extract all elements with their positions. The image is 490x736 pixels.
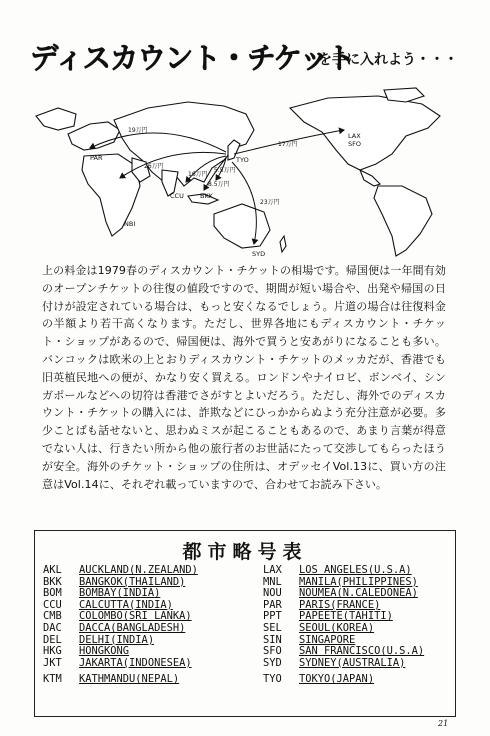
fare-label-par: 19万円 bbox=[128, 127, 148, 134]
list-item bbox=[263, 646, 453, 658]
list-item bbox=[263, 623, 453, 635]
city-name: JAKARTA(INDONESEA) bbox=[79, 656, 192, 669]
city-label-bkk: BKK bbox=[200, 192, 213, 200]
city-code: CMB bbox=[43, 610, 62, 623]
fare-label-syd: 23万円 bbox=[260, 199, 280, 206]
list-item bbox=[263, 658, 453, 670]
list-item bbox=[263, 674, 453, 686]
city-name: LOS ANGELES(U.S.A) bbox=[299, 564, 412, 576]
world-map-illustration bbox=[28, 86, 460, 260]
city-name: SYDNEY(AUSTRALIA) bbox=[299, 656, 406, 669]
continents bbox=[36, 88, 440, 256]
city-code: HKG bbox=[43, 645, 62, 658]
city-name: HONGKONG bbox=[79, 645, 130, 658]
city-label-nbi: NBI bbox=[124, 220, 136, 228]
list-item bbox=[43, 565, 248, 577]
city-abbreviation-table bbox=[34, 530, 456, 717]
city-label-par: PAR bbox=[90, 154, 103, 162]
city-code: BOM bbox=[43, 587, 62, 600]
title-subtitle: を手に入れよう・・・ bbox=[318, 52, 458, 68]
city-code: SYD bbox=[263, 656, 282, 669]
city-name: AUCKLAND(N.ZEALAND) bbox=[79, 564, 198, 576]
city-code: DEL bbox=[43, 633, 62, 646]
list-item bbox=[43, 635, 248, 647]
city-name: TOKYO(JAPAN) bbox=[299, 673, 375, 686]
city-code: PPT bbox=[263, 610, 282, 623]
fare-label-hkg: 5.5万円 bbox=[214, 167, 236, 174]
city-name: MANILA(PHILIPPINES) bbox=[299, 575, 418, 588]
abbreviation-list-left bbox=[43, 565, 248, 686]
city-code: CCU bbox=[43, 598, 62, 611]
city-name: DELHI(INDIA) bbox=[79, 633, 155, 646]
city-code: SIN bbox=[263, 633, 282, 646]
city-code: KTM bbox=[43, 673, 62, 686]
page-number: 21 bbox=[438, 719, 449, 728]
city-code: AKL bbox=[43, 564, 62, 576]
city-label-ccu: CCU bbox=[170, 192, 184, 200]
city-code: PAR bbox=[263, 598, 282, 611]
city-label-syd: SYD bbox=[252, 250, 266, 258]
city-name: SINGAPORE bbox=[299, 633, 356, 646]
page-title bbox=[30, 36, 458, 80]
list-item bbox=[43, 674, 248, 686]
abbreviation-table-title: 都市略号表 bbox=[182, 541, 308, 563]
city-label-tyo: TYO bbox=[236, 156, 249, 164]
city-name: KATHMANDU(NEPAL) bbox=[79, 673, 180, 686]
world-fare-map bbox=[28, 86, 460, 260]
city-code: LAX bbox=[263, 564, 282, 576]
fare-label-lax: 17万円 bbox=[278, 141, 298, 148]
list-item bbox=[43, 646, 248, 658]
city-name: PAPEETE(TAHITI) bbox=[299, 610, 393, 623]
city-code: DAC bbox=[43, 621, 62, 634]
city-code: NOU bbox=[263, 587, 282, 600]
city-name: SAN FRANCISCO(U.S.A) bbox=[299, 645, 425, 658]
fare-label-nbi: 26万円 bbox=[144, 163, 164, 170]
city-name: BANGKOK(THAILAND) bbox=[79, 575, 186, 588]
city-code: SFO bbox=[263, 645, 282, 658]
list-item bbox=[43, 623, 248, 635]
city-name: BOMBAY(INDIA) bbox=[79, 587, 161, 600]
fare-label-ccu: 16万円 bbox=[188, 171, 208, 178]
title-main: ディスカウント・チケット bbox=[30, 41, 355, 75]
city-name: NOUMEA(N.CALEDONEA) bbox=[299, 587, 418, 600]
city-code: BKK bbox=[43, 575, 62, 588]
city-code: JKT bbox=[43, 656, 62, 669]
abbreviation-list-right bbox=[263, 565, 453, 686]
city-name: CALCUTTA(INDIA) bbox=[79, 598, 173, 611]
fare-label-bkk: 8.5万円 bbox=[208, 181, 230, 188]
city-code: MNL bbox=[263, 575, 282, 588]
city-label-sfo: SFO bbox=[348, 140, 361, 148]
city-code: TYO bbox=[263, 673, 282, 686]
list-item bbox=[263, 565, 453, 577]
city-name: PARIS(FRANCE) bbox=[299, 598, 381, 611]
list-item bbox=[43, 658, 248, 670]
article-body: 上の料金は1979春のディスカウント・チケットの相場です。帰国便は一年間有効のオープンチケットの往復の値段ですので、期間が短い場合や、出発や帰国の日付けが設定されている場合は、もっと安くなるでしょう。片道の場合は往復料金の半額より若干高くなります。ただし、世界各地にもディスカウント・チケット・ショップがあるので、帰国便は、海外で買うと安あがりになることも多い。バンコックは欧米の上とおりディスカウント・チケットのメッカだが、香港でも旧英植民地への便が、かなり安く買える。ロンドンやナイロビ、ボンベイ、シンガポールなどへの切符は香港でさがすとよいだろう。ただし、海外でのディスカウント・チケットの購入には、詐欺などにひっかからぬよう充分注意が必要。多少ことばも話せないと、思わぬミスが起こることもあるので、あまり言葉が得意でない人は、行きたい所から他の旅行者のお世話にたって交渉してもらったほうが安全。海外のチケット・ショップの住所は、オデッセイVol.13に、買い方の注意はVol.14に、それぞれ載っていますので、合わせてお読み下さい。 bbox=[42, 264, 446, 491]
city-label-lax: LAX bbox=[348, 132, 361, 140]
city-name: DACCA(BANGLADESH) bbox=[79, 621, 186, 634]
city-name: SEOUL(KOREA) bbox=[299, 621, 375, 634]
city-code: SEL bbox=[263, 621, 282, 634]
city-name: COLOMBO(SRI LANKA) bbox=[79, 610, 192, 623]
